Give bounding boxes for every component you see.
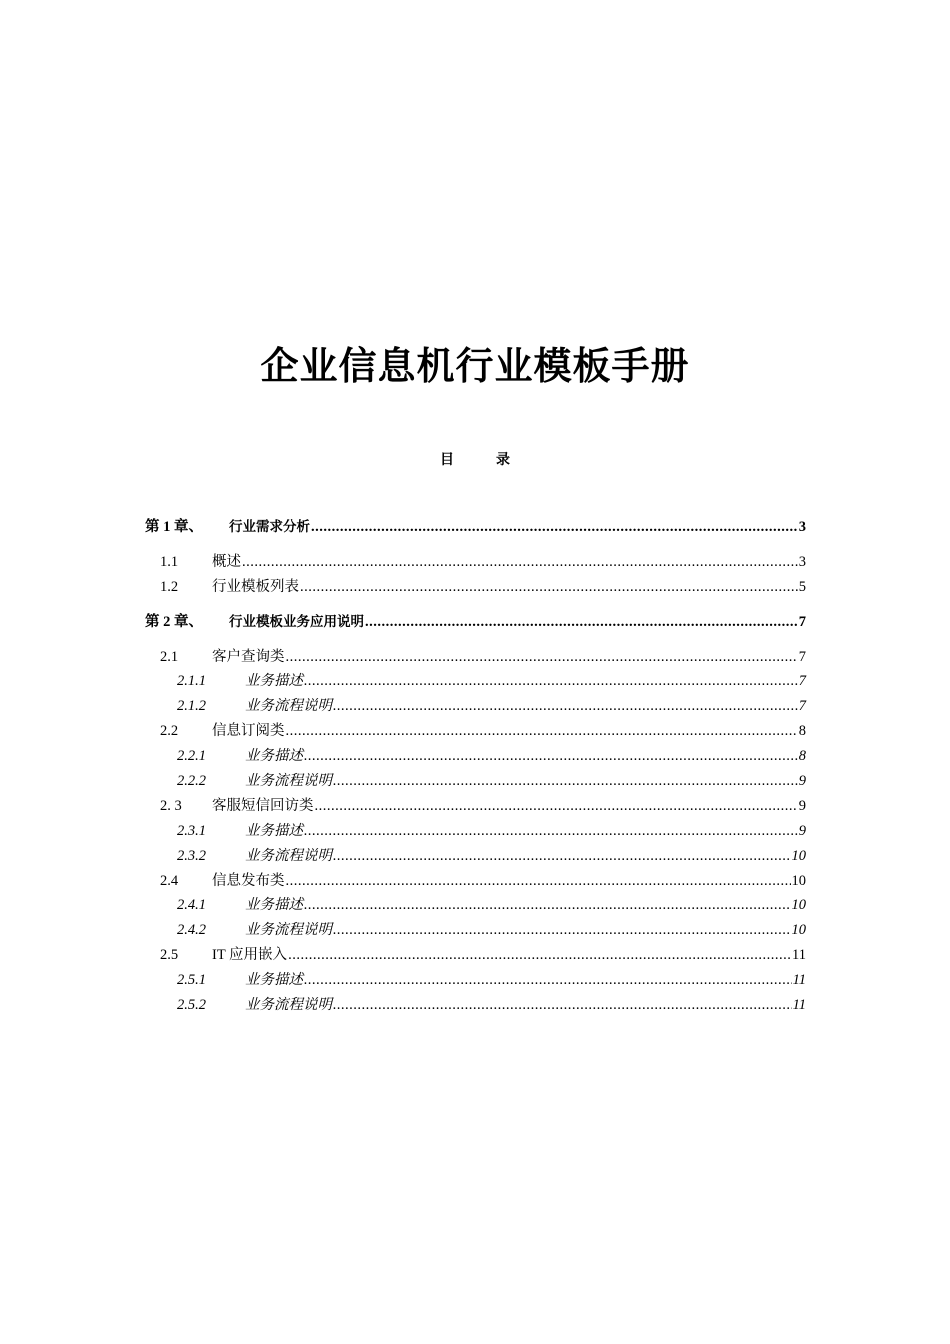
toc-section-entry[interactable] bbox=[145, 575, 806, 600]
toc-entry-number: 2.1.2 bbox=[177, 698, 206, 715]
toc-entry-page: 10 bbox=[791, 922, 806, 939]
toc-entry-number: 第 1 章、 bbox=[145, 519, 203, 535]
toc-entry-number: 1.1 bbox=[160, 553, 179, 570]
toc-entry-number: 1.2 bbox=[160, 578, 179, 595]
toc-entry-number: 2.4.2 bbox=[177, 922, 206, 939]
toc-entry-page: 9 bbox=[798, 797, 806, 814]
toc-entry-label: 业务流程说明 bbox=[245, 922, 332, 939]
toc-entry-number: 2. 3 bbox=[160, 797, 182, 814]
spacer bbox=[145, 600, 806, 610]
toc-leader-dots bbox=[286, 869, 791, 894]
toc-leader-dots bbox=[304, 819, 798, 844]
toc-entry-label: 行业需求分析 bbox=[229, 519, 310, 535]
toc-leader-dots bbox=[311, 515, 798, 540]
toc-leader-dots bbox=[242, 550, 798, 575]
toc-entry-number: 2.5 bbox=[160, 947, 179, 964]
toc-entry-number: 第 2 章、 bbox=[145, 613, 203, 630]
toc-entry-number: 2.2.1 bbox=[177, 748, 206, 765]
toc-subsection-entry[interactable] bbox=[145, 669, 806, 694]
spacer bbox=[145, 635, 806, 645]
toc-entry-number: 2.5.2 bbox=[177, 997, 206, 1014]
toc-leader-dots bbox=[288, 943, 791, 968]
toc-entry-label: 客服短信回访类 bbox=[212, 797, 314, 814]
toc-entry-label: 业务流程说明 bbox=[245, 773, 332, 790]
toc-entry-page: 10 bbox=[791, 872, 806, 889]
toc-leader-dots bbox=[333, 993, 792, 1018]
toc-heading-char-2: 录 bbox=[496, 452, 510, 468]
toc-subsection-entry[interactable] bbox=[145, 993, 806, 1018]
toc-entry-number: 2.4 bbox=[160, 872, 179, 889]
toc-leader-dots bbox=[286, 719, 798, 744]
toc-heading bbox=[0, 450, 950, 470]
spacer bbox=[145, 540, 806, 550]
toc-leader-dots bbox=[304, 744, 798, 769]
toc-subsection-entry[interactable] bbox=[145, 769, 806, 794]
toc-entry-page: 11 bbox=[792, 947, 806, 964]
toc-entry-label: 行业模板业务应用说明 bbox=[229, 613, 364, 630]
toc-subsection-entry[interactable] bbox=[145, 893, 806, 918]
document-title: 企业信息机行业模板手册 bbox=[260, 344, 690, 388]
toc-entry-number: 2.2 bbox=[160, 723, 179, 740]
toc-entry-page: 3 bbox=[798, 519, 806, 535]
toc-entry-number: 2.2.2 bbox=[177, 773, 206, 790]
toc-leader-dots bbox=[333, 918, 791, 943]
toc-entry-page: 7 bbox=[798, 673, 806, 690]
toc-entry-label: 业务描述 bbox=[245, 972, 303, 989]
toc-entry-label: 业务流程说明 bbox=[245, 997, 332, 1014]
toc-entry-page: 9 bbox=[798, 773, 806, 790]
toc-subsection-entry[interactable] bbox=[145, 694, 806, 719]
toc-entry-number: 2.4.1 bbox=[177, 897, 206, 914]
toc-chapter-entry[interactable] bbox=[145, 515, 806, 540]
toc-entry-page: 8 bbox=[798, 723, 806, 740]
toc-entry-page: 7 bbox=[798, 648, 806, 665]
toc-leader-dots bbox=[304, 893, 791, 918]
toc-section-entry[interactable] bbox=[145, 645, 806, 670]
toc-leader-dots bbox=[333, 844, 791, 869]
toc-leader-dots bbox=[300, 575, 798, 600]
toc-heading-char-1: 目 bbox=[440, 452, 454, 468]
toc-section-entry[interactable] bbox=[145, 719, 806, 744]
toc-leader-dots bbox=[315, 794, 798, 819]
toc-entry-page: 7 bbox=[798, 698, 806, 715]
toc-leader-dots bbox=[365, 610, 798, 635]
toc-leader-dots bbox=[333, 694, 798, 719]
toc-leader-dots bbox=[286, 645, 798, 670]
toc-entry-page: 10 bbox=[791, 897, 806, 914]
toc-entry-page: 11 bbox=[792, 997, 806, 1014]
toc-entry-page: 10 bbox=[791, 847, 806, 864]
toc-entry-label: IT 应用嵌入 bbox=[212, 947, 288, 964]
toc-entry-label: 客户查询类 bbox=[212, 648, 285, 665]
toc-entry-number: 2.3.1 bbox=[177, 822, 206, 839]
toc-subsection-entry[interactable] bbox=[145, 968, 806, 993]
toc-subsection-entry[interactable] bbox=[145, 918, 806, 943]
toc-entry-label: 概述 bbox=[212, 553, 241, 570]
toc-entry-label: 信息发布类 bbox=[212, 872, 285, 889]
toc-entry-page: 9 bbox=[798, 822, 806, 839]
toc-section-entry[interactable] bbox=[145, 550, 806, 575]
toc-leader-dots bbox=[333, 769, 798, 794]
toc-entry-label: 业务描述 bbox=[245, 673, 303, 690]
toc-entry-page: 3 bbox=[798, 553, 806, 570]
toc-entry-label: 业务描述 bbox=[245, 748, 303, 765]
toc-entry-number: 2.5.1 bbox=[177, 972, 206, 989]
toc-subsection-entry[interactable] bbox=[145, 744, 806, 769]
toc-entry-page: 7 bbox=[798, 613, 806, 630]
toc-entry-label: 业务流程说明 bbox=[245, 847, 332, 864]
toc-section-entry[interactable] bbox=[145, 794, 806, 819]
toc-entry-label: 业务描述 bbox=[245, 897, 303, 914]
toc-entry-page: 11 bbox=[792, 972, 806, 989]
toc-section-entry[interactable] bbox=[145, 943, 806, 968]
toc-chapter-entry[interactable] bbox=[145, 610, 806, 635]
toc-leader-dots bbox=[304, 968, 792, 993]
toc-entry-label: 信息订阅类 bbox=[212, 723, 285, 740]
toc-entry-label: 行业模板列表 bbox=[212, 578, 299, 595]
toc-entry-page: 5 bbox=[798, 578, 806, 595]
toc-entry-page: 8 bbox=[798, 748, 806, 765]
toc-subsection-entry[interactable] bbox=[145, 819, 806, 844]
toc-entry-label: 业务流程说明 bbox=[245, 698, 332, 715]
toc-entry-number: 2.1 bbox=[160, 648, 179, 665]
toc-entry-number: 2.3.2 bbox=[177, 847, 206, 864]
toc-entry-number: 2.1.1 bbox=[177, 673, 206, 690]
toc-section-entry[interactable] bbox=[145, 869, 806, 894]
toc-entry-label: 业务描述 bbox=[245, 822, 303, 839]
toc-subsection-entry[interactable] bbox=[145, 844, 806, 869]
toc-leader-dots bbox=[304, 669, 798, 694]
table-of-contents bbox=[145, 515, 806, 1018]
